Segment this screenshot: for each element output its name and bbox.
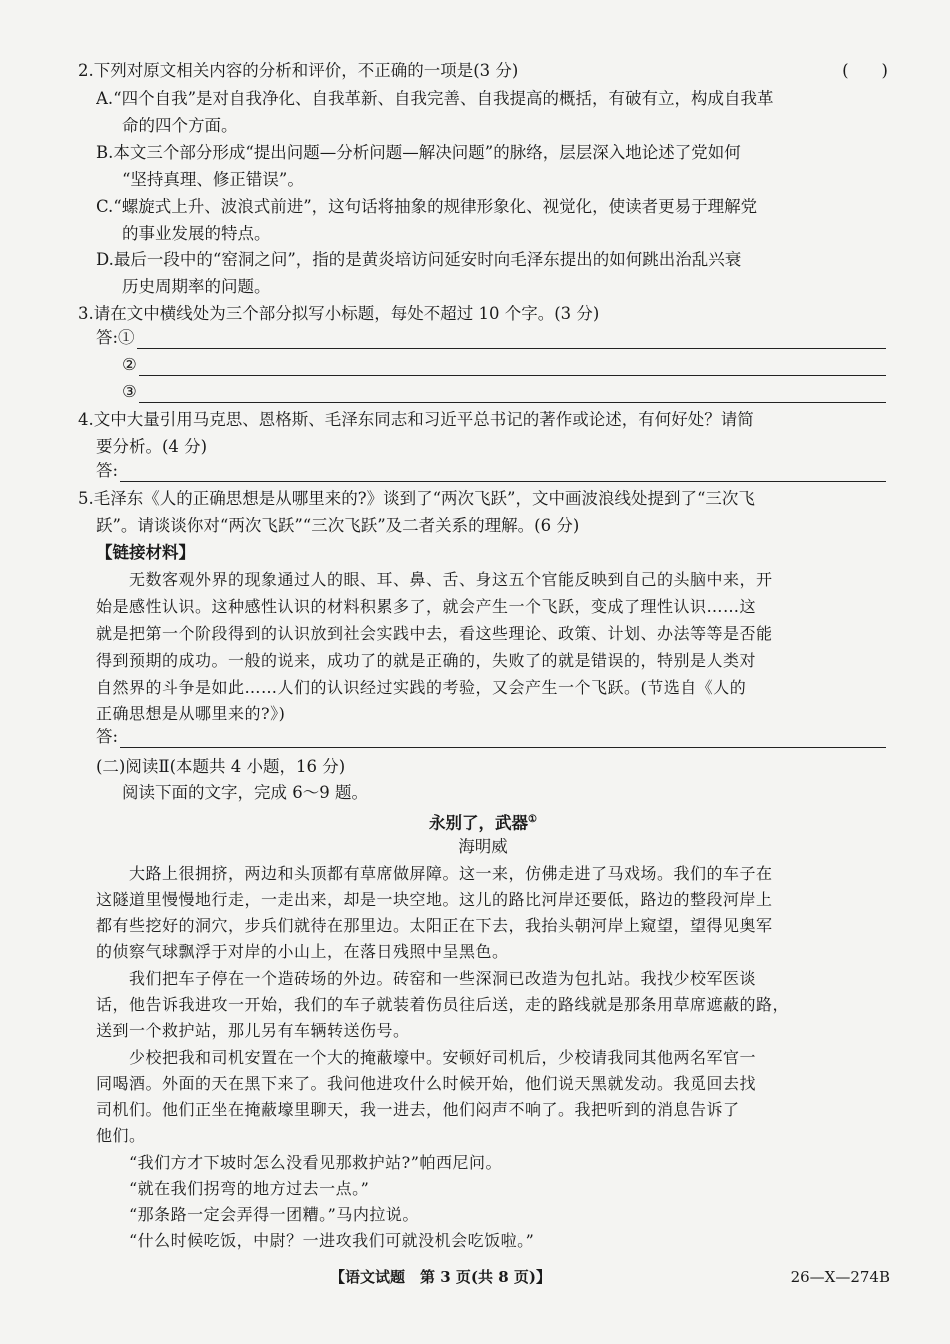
article-line: 这隧道里慢慢地行走，一走出来，却是一块空地。这儿的路比河岸还要低，路边的整段河岸上	[96, 890, 773, 909]
link-material-line-6: 正确思想是从哪里来的?》)	[96, 704, 286, 723]
link-material-line-1: 无数客观外界的现象通过人的眼、耳、鼻、舌、身这五个官能反映到自己的头脑中来，开	[96, 570, 773, 589]
answer-blank-3[interactable]	[139, 386, 886, 403]
answer-label-1: 答:①	[96, 328, 135, 347]
footnote-mark: ①	[528, 814, 537, 825]
article-line: 同喝酒。外面的天在黑下来了。我问他进攻什么时候开始，他们说天黑就发动。我觅回去找	[96, 1074, 757, 1093]
article-line: 都有些挖好的洞穴，步兵们就待在那里边。太阳正在下去，我抬头朝河岸上窥望，望得见奥军	[96, 916, 773, 935]
answer-blank-q5[interactable]	[120, 731, 886, 748]
article-line: 少校把我和司机安置在一个大的掩蔽壕中。安顿好司机后，少校请我同其他两名军官一	[96, 1048, 757, 1067]
article-author: 海明威	[458, 837, 508, 856]
article-line: 大路上很拥挤，两边和头顶都有草席做屏障。这一来，仿佛走进了马戏场。我们的车子在	[96, 864, 773, 883]
article-line: 我们把车子停在一个造砖场的外边。砖窑和一些深洞已改造为包扎站。我找少校军医谈	[96, 969, 757, 988]
option-a-line-2: 命的四个方面。	[122, 116, 238, 135]
question-5-stem-1: 5.毛泽东《人的正确思想是从哪里来的?》谈到了“两次飞跃”，文中画波浪线处提到了“三次飞	[78, 489, 755, 508]
answer-line-3[interactable]	[122, 381, 886, 403]
option-d-line-2: 历史周期率的问题。	[122, 277, 271, 296]
link-material-line-5: 自然界的斗争是如此……人们的认识经过实践的考验，又会产生一个飞跃。(节选自《人的	[96, 678, 747, 697]
answer-blank-1[interactable]	[137, 332, 886, 349]
answer-blank-2[interactable]	[139, 359, 886, 376]
question-2-text: 2.下列对原文相关内容的分析和评价，不正确的一项是(3 分)	[78, 61, 519, 80]
article-line: 话，他告诉我进攻一开始，我们的车子就装着伤员往后送，走的路线就是那条用草席遮蔽的路，	[96, 995, 790, 1014]
question-4-stem-2: 要分析。(4 分)	[96, 437, 208, 456]
link-material-line-2: 始是感性认识。这种感性认识的材料积累多了，就会产生一个飞跃，变成了理性认识……这	[96, 597, 757, 616]
link-material-line-3: 就是把第一个阶段得到的认识放到社会实践中去，看这些理论、政策、计划、办法等等是否能	[96, 624, 773, 643]
option-d-line-1: D.最后一段中的“窑洞之问”，指的是黄炎培访问延安时向毛泽东提出的如何跳出治乱兴衰	[96, 250, 742, 269]
question-4-stem-1: 4.文中大量引用马克思、恩格斯、毛泽东同志和习近平总书记的著作或论述，有何好处？请简	[78, 410, 754, 429]
page-footer-label: 【语文试题 第 3 页(共 8 页)】	[330, 1268, 551, 1286]
article-line: 的侦察气球飘浮于对岸的小山上，在落日残照中呈黑色。	[96, 942, 509, 961]
section-2-heading: (二)阅读Ⅱ(本题共 4 小题，16 分)	[96, 757, 346, 776]
article-line: 他们。	[96, 1126, 146, 1145]
answer-label-3: ③	[122, 382, 137, 401]
question-3-stem: 3.请在文中横线处为三个部分拟写小标题，每处不超过 10 个字。(3 分)	[78, 304, 600, 323]
article-line: “那条路一定会弄得一团糟。”马内拉说。	[96, 1205, 419, 1224]
link-material-title: 【链接材料】	[96, 543, 195, 562]
option-c-line-2: 的事业发展的特点。	[122, 224, 271, 243]
article-title	[78, 809, 888, 835]
answer-line-q4[interactable]	[96, 460, 886, 482]
article-title-text: 永别了，武器	[429, 813, 529, 833]
article-line: 送到一个救护站，那儿另有车辆转送伤号。	[96, 1021, 410, 1040]
exam-code: 26—X—274B	[790, 1268, 890, 1286]
answer-label-2: ②	[122, 355, 137, 374]
answer-line-1[interactable]	[96, 327, 886, 349]
link-material-line-4: 得到预期的成功。一般的说来，成功了的就是正确的，失败了的就是错误的，特别是人类对	[96, 651, 757, 670]
article-line: “就在我们拐弯的地方过去一点。”	[96, 1179, 370, 1198]
answer-line-2[interactable]	[122, 354, 886, 376]
option-c-line-1: C.“螺旋式上升、波浪式前进”，这句话将抽象的规律形象化、视觉化，使读者更易于理解党	[96, 197, 758, 216]
question-5-stem-2: 跃”。请谈谈你对“两次飞跃”“三次飞跃”及二者关系的理解。(6 分)	[96, 516, 580, 535]
answer-bracket: ( )	[842, 61, 888, 80]
answer-line-q5[interactable]	[96, 726, 886, 748]
answer-blank-q4[interactable]	[120, 465, 886, 482]
option-a-line-1: A.“四个自我”是对自我净化、自我革新、自我完善、自我提高的概括，有破有立，构成自我革	[96, 89, 774, 108]
article-line: “什么时候吃饭，中尉？一进攻我们可就没机会吃饭啦。”	[96, 1231, 535, 1250]
article-line: “我们方才下坡时怎么没看见那救护站?”帕西尼问。	[96, 1153, 502, 1172]
option-b-line-2: “坚持真理、修正错误”。	[122, 170, 304, 189]
section-2-instruction: 阅读下面的文字，完成 6～9 题。	[122, 783, 368, 802]
option-b-line-1: B.本文三个部分形成“提出问题—分析问题—解决问题”的脉络，层层深入地论述了党如何	[96, 143, 741, 162]
article-line: 司机们。他们正坐在掩蔽壕里聊天，我一进去，他们闷声不响了。我把听到的消息告诉了	[96, 1100, 740, 1119]
answer-label-q5: 答:	[96, 727, 119, 746]
answer-label-q4: 答:	[96, 461, 119, 480]
